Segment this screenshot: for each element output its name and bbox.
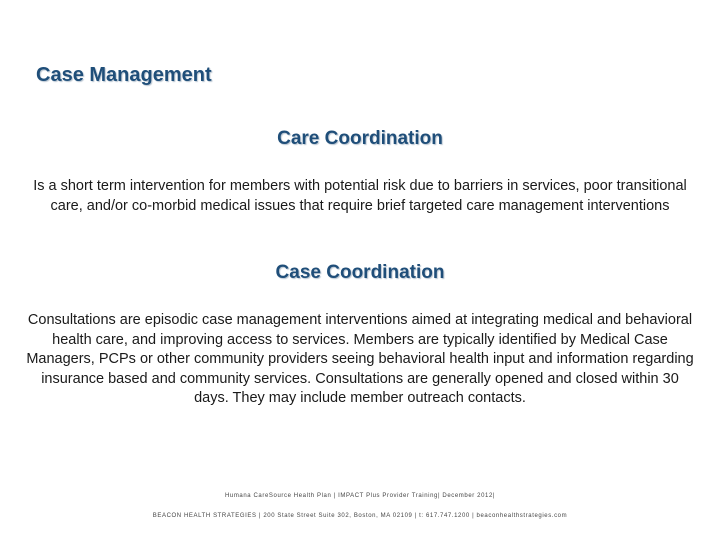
section-body-care-coordination: Is a short term intervention for members with potential risk due to barriers in services, poor transitional care, and/or co-morbid medical issues that require brief targeted care management interventions: [33, 178, 687, 214]
footer-company-line: BEACON HEALTH STRATEGIES | 200 State Street Suite 302, Boston, MA 02109 | t: 617.747.1200 | beaconhealthstrategies.com: [152, 513, 568, 519]
section-heading-case-coordination: Case Coordination: [275, 262, 445, 283]
section-heading-care-coordination: Care Coordination: [277, 128, 443, 149]
footer-training-line: Humana CareSource Health Plan | IMPACT Plus Provider Training| December 2012|: [224, 493, 496, 499]
page-title: Case Management: [36, 64, 212, 86]
section-body-case-coordination: Consultations are episodic case management interventions aimed at integrating medical and behavioral health care, and improving access to services. Members are typically identified by Medical Case Managers, PCPs or other community providers seeing behavioral health input and information regarding insurance based and community services. Consultations are generally opened and closed within 30 days. They may include member outreach contacts.: [26, 312, 694, 406]
